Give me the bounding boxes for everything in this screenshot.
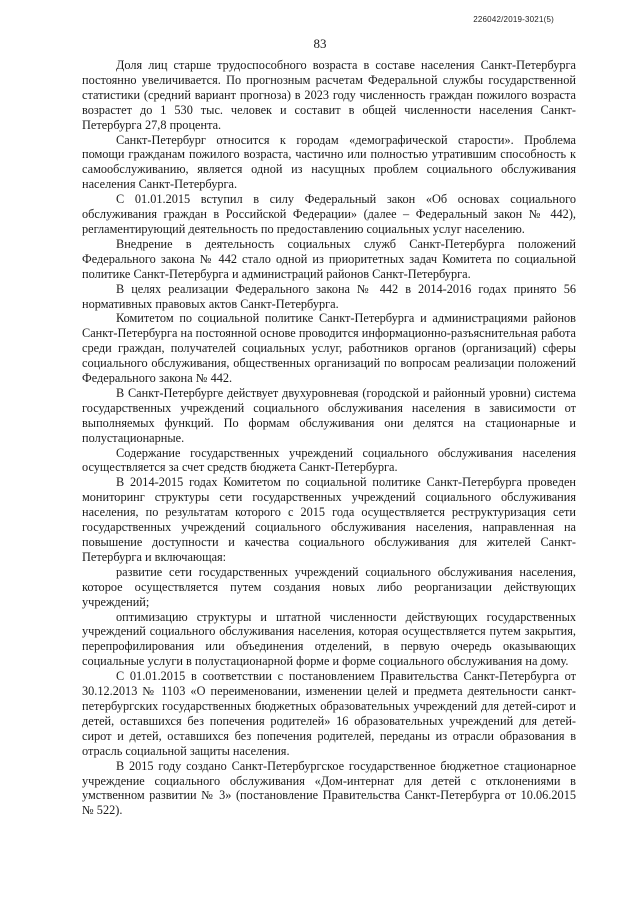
paragraph-orphan-institutions: С 01.01.2015 в соответствии с постановлением Правительства Санкт-Петербурга от 30.12.2013 № 1103 «О переименовании, изменении целей и предмета деятельности санкт-петербургских государственных бюджетных образовательных учреждений для детей-сирот и детей, оставшихся без попечения родителей» 16 образовательных учреждений для детей-сирот и детей, оставшихся без попечения родителей, переданы из отрасли образования в отрасль социальной защиты населения. [82, 669, 576, 758]
paragraph-law-implementation: Внедрение в деятельность социальных служб Санкт-Петербурга положений Федерального закона № 442 стало одной из приоритетных задач Комитета по социальной политике Санкт-Петербурга и администраций районов Санкт-Петербурга. [82, 236, 576, 281]
paragraph-normative-acts: В целях реализации Федерального закона № 442 в 2014-2016 годах принято 56 нормативных правовых актов Санкт-Петербурга. [82, 281, 576, 311]
paragraph-federal-law-442: С 01.01.2015 вступил в силу Федеральный закон «Об основах социального обслуживания граждан в Российской Федерации» (далее – Федеральный закон № 442), регламентирующий деятельность по предоставлению социальных услуг населению. [82, 192, 576, 236]
document-registration-number: 226042/2019-3021(5) [473, 15, 554, 24]
paragraph-demographic-aging: Санкт-Петербург относится к городам «демографической старости». Проблема помощи гражданам пожилого возраста, частично или полностью утратившим способность к самообслуживанию, является одной из насущных проблем социального обслуживания населения Санкт-Петербурга. [82, 132, 576, 192]
paragraph-boarding-house-created: В 2015 году создано Санкт-Петербургское государственное бюджетное стационарное учреждение социального обслуживания «Дом-интернат для детей с отклонениями в умственном развитии № 3» (постановление Правительства Санкт-Петербурга от 10.06.2015 № 522). [82, 758, 576, 818]
paragraph-information-work: Комитетом по социальной политике Санкт-Петербурга и администрациями районов Санкт-Петербурга на постоянной основе проводится информационно-разъяснительная работа среди граждан, получателей социальных услуг, работников органов (организаций) сферы социального обслуживания, общественных организаций по вопросам реализации положений Федерального закона № 442. [82, 311, 576, 386]
paragraph-two-level-system: В Санкт-Петербурге действует двухуровневая (городской и районный уровни) система государственных учреждений социального обслуживания населения в зависимости от выполняемых функций. По формам обслуживания они делятся на стационарные и полустационарные. [82, 385, 576, 445]
paragraph-elderly-share: Доля лиц старше трудоспособного возраста в составе населения Санкт-Петербурга постоянно увеличивается. По прогнозным расчетам Федеральной службы государственной статистики (средний вариант прогноза) в 2023 году численность граждан пожилого возраста возрастет до 1 530 тыс. человек и составит в общей численности населения Санкт-Петербурга 27,8 процента. [82, 58, 576, 132]
paragraph-network-monitoring: В 2014-2015 годах Комитетом по социальной политике Санкт-Петербурга проведен мониторинг структуры сети государственных учреждений социального обслуживания населения, по результатам которого с 2015 года осуществляется реструктуризация сети государственных учреждений социального обслуживания населения, направленная на повышение доступности и качества социального обслуживания для жителей Санкт-Петербурга и включающая: [82, 475, 576, 564]
document-body [82, 58, 576, 818]
paragraph-network-development: развитие сети государственных учреждений социального обслуживания населения, которое осуществляется путем создания новых либо реорганизации действующих учреждений; [82, 564, 576, 609]
paragraph-budget-funding: Содержание государственных учреждений социального обслуживания населения осуществляется за счет средств бюджета Санкт-Петербурга. [82, 445, 576, 475]
paragraph-structure-optimization: оптимизацию структуры и штатной численности действующих государственных учреждений социального обслуживания населения, которая осуществляется путем закрытия, перепрофилирования или объединения отделений, в первую очередь оказывающих социальные услуги в полустационарной форме и форме социального обслуживания на дому. [82, 609, 576, 669]
page-number: 83 [313, 36, 327, 51]
